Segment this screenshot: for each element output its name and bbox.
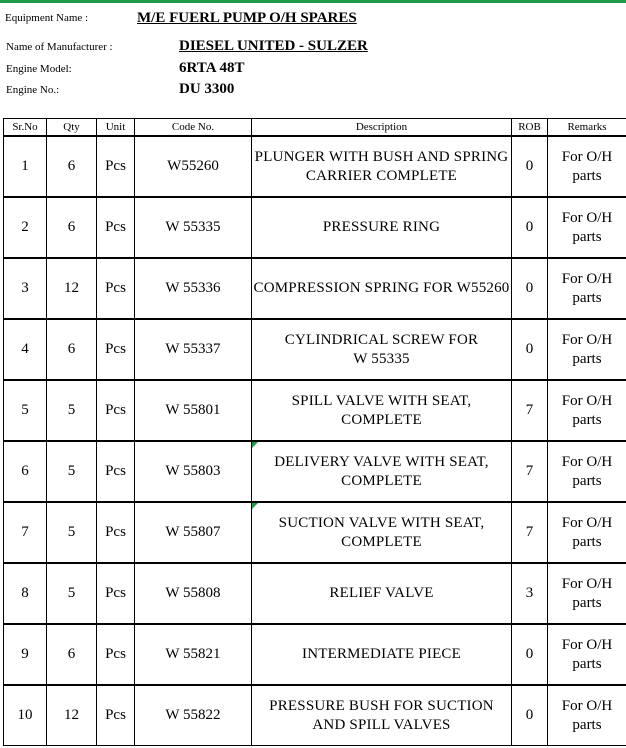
manufacturer-label: Name of Manufacturer : <box>6 41 113 53</box>
col-header-qty[interactable]: Qty <box>47 119 97 137</box>
cell-code[interactable]: W 55807 <box>135 502 252 563</box>
cell-remarks[interactable] <box>548 441 626 502</box>
manufacturer-value[interactable]: DIESEL UNITED - SULZER <box>179 38 368 54</box>
cell-rob[interactable]: 7 <box>512 380 548 441</box>
remarks-line-1: For O/H <box>561 392 613 409</box>
cell-unit[interactable]: Pcs <box>97 685 135 746</box>
cell-description[interactable]: PRESSURE RING <box>252 197 512 258</box>
cell-qty[interactable]: 5 <box>47 441 97 502</box>
table-row <box>4 319 626 380</box>
remarks-line-2: parts <box>572 228 602 245</box>
table-row <box>4 258 626 319</box>
cell-remarks[interactable] <box>548 380 626 441</box>
cell-qty[interactable]: 5 <box>47 563 97 624</box>
remarks-line-1: For O/H <box>561 453 613 470</box>
cell-rob[interactable]: 0 <box>512 136 548 197</box>
comment-marker-icon[interactable] <box>252 503 258 509</box>
cell-description[interactable] <box>252 136 512 197</box>
description-line-1: SPILL VALVE WITH SEAT, <box>291 392 472 409</box>
cell-unit[interactable]: Pcs <box>97 441 135 502</box>
remarks-line-2: parts <box>572 655 602 672</box>
remarks-line-1: For O/H <box>561 697 613 714</box>
cell-qty[interactable]: 12 <box>47 258 97 319</box>
cell-code[interactable]: W 55803 <box>135 441 252 502</box>
cell-description[interactable]: RELIEF VALVE <box>252 563 512 624</box>
cell-srno[interactable]: 3 <box>4 258 47 319</box>
remarks-line-2: parts <box>572 350 602 367</box>
cell-remarks[interactable] <box>548 258 626 319</box>
col-header-unit[interactable]: Unit <box>97 119 135 137</box>
remarks-line-1: For O/H <box>561 636 613 653</box>
description-line-2: CARRIER COMPLETE <box>305 167 458 184</box>
cell-qty[interactable]: 6 <box>47 136 97 197</box>
cell-rob[interactable]: 0 <box>512 685 548 746</box>
cell-srno[interactable]: 8 <box>4 563 47 624</box>
cell-qty[interactable]: 5 <box>47 380 97 441</box>
col-header-remarks[interactable]: Remarks <box>548 119 626 137</box>
remarks-line-2: parts <box>572 289 602 306</box>
cell-srno[interactable]: 1 <box>4 136 47 197</box>
cell-srno[interactable]: 2 <box>4 197 47 258</box>
cell-description[interactable] <box>252 685 512 746</box>
cell-rob[interactable]: 3 <box>512 563 548 624</box>
engine-no-label: Engine No.: <box>6 84 60 96</box>
remarks-line-1: For O/H <box>561 575 613 592</box>
cell-qty[interactable]: 6 <box>47 624 97 685</box>
cell-code[interactable]: W 55337 <box>135 319 252 380</box>
engine-no-value[interactable]: DU 3300 <box>179 81 235 97</box>
cell-rob[interactable]: 0 <box>512 258 548 319</box>
col-header-rob[interactable]: ROB <box>512 119 548 137</box>
description-line-2: COMPLETE <box>341 472 422 489</box>
cell-unit[interactable]: Pcs <box>97 136 135 197</box>
cell-qty[interactable]: 6 <box>47 197 97 258</box>
remarks-line-1: For O/H <box>561 331 613 348</box>
remarks-line-2: parts <box>572 411 602 428</box>
description-line-2: W 55335 <box>353 350 410 367</box>
cell-rob[interactable]: 0 <box>512 197 548 258</box>
remarks-line-1: For O/H <box>561 270 613 287</box>
cell-qty[interactable]: 5 <box>47 502 97 563</box>
cell-remarks[interactable] <box>548 319 626 380</box>
cell-code[interactable]: W 55336 <box>135 258 252 319</box>
cell-unit[interactable]: Pcs <box>97 624 135 685</box>
cell-unit[interactable]: Pcs <box>97 380 135 441</box>
sheet-top-border <box>0 0 626 3</box>
cell-srno[interactable]: 9 <box>4 624 47 685</box>
equipment-name-label: Equipment Name : <box>5 12 89 24</box>
cell-description[interactable] <box>252 319 512 380</box>
description-line-1: SUCTION VALVE WITH SEAT, <box>278 514 485 531</box>
cell-remarks[interactable] <box>548 197 626 258</box>
cell-unit[interactable]: Pcs <box>97 319 135 380</box>
cell-code[interactable]: W 55808 <box>135 563 252 624</box>
description-line-2: AND SPILL VALVES <box>312 716 451 733</box>
engine-model-label: Engine Model: <box>6 63 72 75</box>
cell-rob[interactable]: 7 <box>512 502 548 563</box>
cell-description[interactable] <box>252 441 512 502</box>
cell-description[interactable] <box>252 502 512 563</box>
description-line-1: PLUNGER WITH BUSH AND SPRING <box>254 148 509 165</box>
col-header-code[interactable]: Code No. <box>135 119 252 137</box>
cell-remarks[interactable] <box>548 685 626 746</box>
cell-code[interactable]: W 55335 <box>135 197 252 258</box>
table-row <box>4 136 626 197</box>
comment-marker-icon[interactable] <box>252 442 258 448</box>
remarks-line-2: parts <box>572 594 602 611</box>
remarks-line-2: parts <box>572 533 602 550</box>
cell-unit[interactable]: Pcs <box>97 258 135 319</box>
cell-unit[interactable]: Pcs <box>97 563 135 624</box>
remarks-line-2: parts <box>572 472 602 489</box>
table-header-row <box>4 119 626 137</box>
table-row <box>4 624 626 685</box>
cell-description[interactable]: COMPRESSION SPRING FOR W55260 <box>252 258 512 319</box>
cell-description[interactable] <box>252 380 512 441</box>
equipment-name-value[interactable]: M/E FUERL PUMP O/H SPARES <box>137 10 357 26</box>
cell-code[interactable]: W 55821 <box>135 624 252 685</box>
cell-rob[interactable]: 7 <box>512 441 548 502</box>
cell-remarks[interactable] <box>548 136 626 197</box>
cell-remarks[interactable] <box>548 502 626 563</box>
cell-qty[interactable]: 6 <box>47 319 97 380</box>
description-line-1: CYLINDRICAL SCREW FOR <box>284 331 479 348</box>
engine-model-value[interactable]: 6RTA 48T <box>179 60 245 76</box>
table-row <box>4 441 626 502</box>
spares-table <box>3 118 626 746</box>
cell-srno[interactable]: 5 <box>4 380 47 441</box>
remarks-line-1: For O/H <box>561 514 613 531</box>
cell-remarks[interactable] <box>548 563 626 624</box>
cell-rob[interactable]: 0 <box>512 624 548 685</box>
description-line-2: COMPLETE <box>341 411 422 428</box>
table-row <box>4 502 626 563</box>
cell-code[interactable]: W 55801 <box>135 380 252 441</box>
cell-srno[interactable]: 10 <box>4 685 47 746</box>
table-row <box>4 380 626 441</box>
remarks-line-2: parts <box>572 167 602 184</box>
cell-unit[interactable]: Pcs <box>97 502 135 563</box>
table-row <box>4 563 626 624</box>
remarks-line-1: For O/H <box>561 148 613 165</box>
cell-code[interactable]: W 55822 <box>135 685 252 746</box>
col-header-srno[interactable]: Sr.No <box>4 119 47 137</box>
col-header-description[interactable]: Description <box>252 119 512 137</box>
description-line-2: COMPLETE <box>341 533 422 550</box>
cell-srno[interactable]: 7 <box>4 502 47 563</box>
cell-qty[interactable]: 12 <box>47 685 97 746</box>
table-row <box>4 685 626 746</box>
cell-rob[interactable]: 0 <box>512 319 548 380</box>
remarks-line-2: parts <box>572 716 602 733</box>
table-row <box>4 197 626 258</box>
description-line-1: DELIVERY VALVE WITH SEAT, <box>274 453 489 470</box>
remarks-line-1: For O/H <box>561 209 613 226</box>
cell-srno[interactable]: 6 <box>4 441 47 502</box>
description-line-1: PRESSURE BUSH FOR SUCTION <box>269 697 494 714</box>
cell-unit[interactable]: Pcs <box>97 197 135 258</box>
cell-description[interactable]: INTERMEDIATE PIECE <box>252 624 512 685</box>
cell-srno[interactable]: 4 <box>4 319 47 380</box>
cell-code[interactable]: W55260 <box>135 136 252 197</box>
cell-remarks[interactable] <box>548 624 626 685</box>
